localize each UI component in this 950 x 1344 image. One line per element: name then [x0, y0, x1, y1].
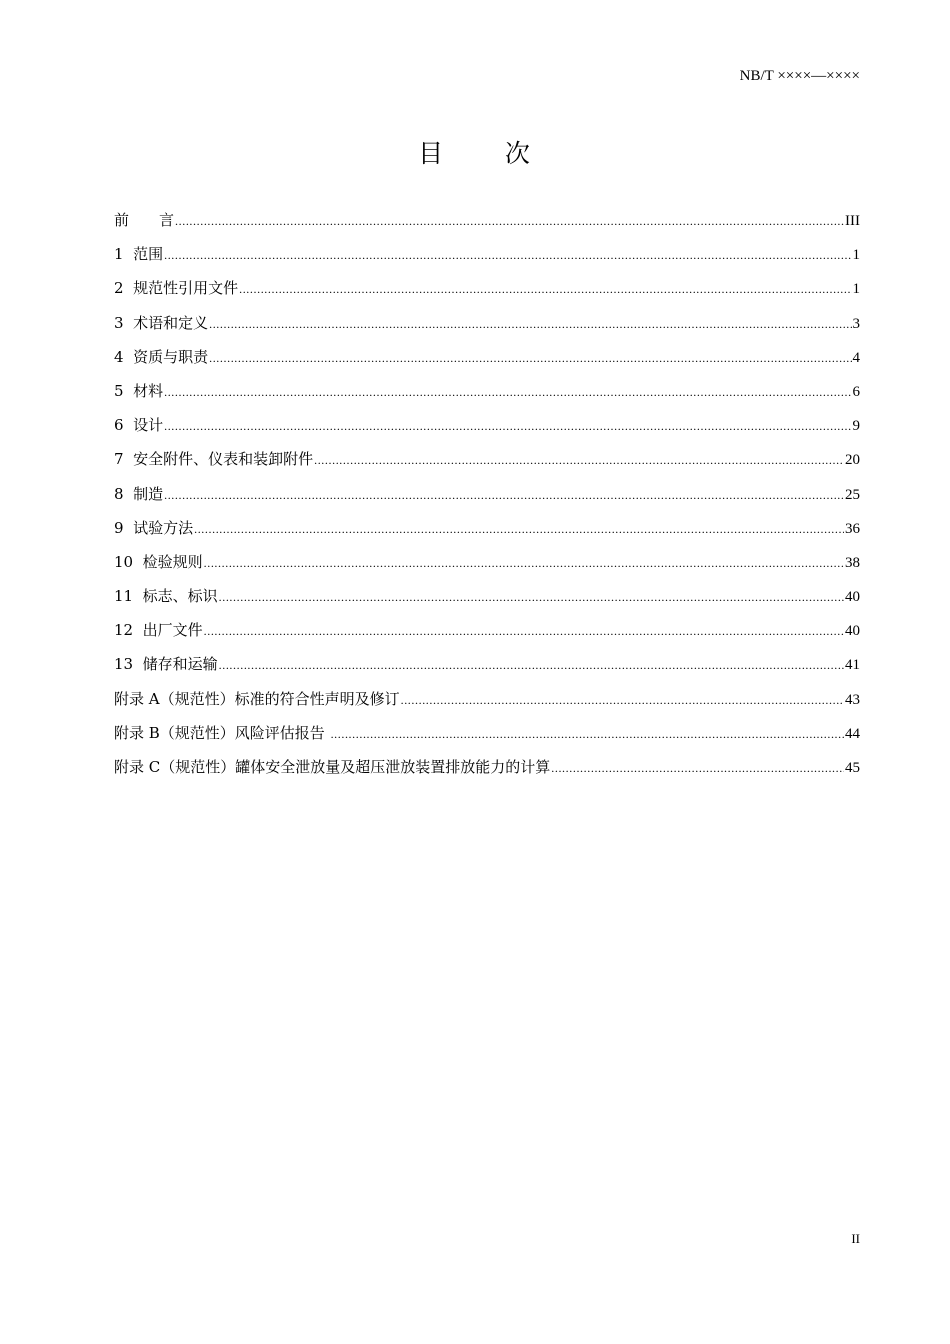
- toc-entry-page: 36: [845, 520, 860, 537]
- toc-entry-7[interactable]: [114, 448, 860, 482]
- toc-leader-dots: [204, 620, 844, 642]
- toc-entry-1[interactable]: [114, 243, 860, 277]
- toc-leader-dots: [204, 552, 844, 574]
- toc-entry-label: 附录 C（规范性）罐体安全泄放量及超压泄放装置排放能力的计算: [114, 758, 551, 776]
- toc-entry-page: 1: [852, 247, 860, 264]
- toc-entry-appendix-a[interactable]: [114, 688, 860, 722]
- toc-leader-dots: [239, 278, 851, 300]
- toc-entry-8[interactable]: [114, 483, 860, 517]
- page-number: II: [851, 1231, 860, 1246]
- toc-entry-page: 25: [845, 486, 860, 503]
- toc-entry-page: III: [845, 213, 860, 229]
- toc-entry-12[interactable]: [114, 619, 860, 653]
- toc-entry-label: 附录 B（规范性）风险评估报告: [114, 723, 330, 742]
- toc-entry-label: 前 言: [114, 211, 175, 229]
- toc-entry-page: 3: [852, 315, 860, 332]
- toc-entry-13[interactable]: [114, 653, 860, 687]
- toc-entry-foreword[interactable]: [114, 209, 860, 243]
- toc-entry-page: 38: [845, 554, 860, 571]
- toc-entry-page: 40: [845, 589, 860, 606]
- toc-entry-label: 10 检验规则: [114, 552, 203, 571]
- toc-leader-dots: [331, 723, 844, 745]
- toc-leader-dots: [551, 757, 844, 779]
- toc-leader-dots: [209, 347, 851, 369]
- toc-entry-4[interactable]: [114, 346, 860, 380]
- toc-leader-dots: [164, 484, 844, 506]
- toc-leader-dots: [209, 313, 851, 335]
- table-of-contents: [114, 209, 860, 790]
- toc-leader-dots: [164, 244, 851, 266]
- toc-entry-label: 6 设计: [114, 416, 164, 435]
- toc-leader-dots: [175, 210, 844, 232]
- toc-entry-label: 9 试验方法: [114, 518, 194, 537]
- toc-entry-label: 附录 A（规范性）标准的符合性声明及修订: [114, 689, 400, 708]
- toc-title: 目 次: [418, 139, 532, 168]
- toc-leader-dots: [219, 654, 844, 676]
- toc-entry-page: 41: [845, 657, 860, 674]
- toc-entry-6[interactable]: [114, 414, 860, 448]
- toc-entry-page: 6: [852, 383, 860, 400]
- toc-entry-3[interactable]: [114, 312, 860, 346]
- toc-entry-appendix-c[interactable]: [114, 756, 860, 790]
- toc-leader-dots: [164, 415, 851, 437]
- toc-entry-label: 4 资质与职责: [114, 347, 209, 366]
- toc-entry-label: 8 制造: [114, 484, 164, 503]
- document-code: NB/T ××××—××××: [739, 68, 860, 84]
- toc-entry-2[interactable]: [114, 277, 860, 311]
- toc-leader-dots: [401, 689, 844, 711]
- toc-entry-5[interactable]: [114, 380, 860, 414]
- toc-entry-10[interactable]: [114, 551, 860, 585]
- toc-entry-page: 4: [852, 349, 860, 366]
- toc-entry-label: 13 储存和运输: [114, 655, 218, 674]
- toc-entry-appendix-b[interactable]: [114, 722, 860, 756]
- toc-entry-page: 9: [852, 418, 860, 435]
- toc-leader-dots: [219, 586, 844, 608]
- toc-entry-label: 2 规范性引用文件: [114, 279, 239, 298]
- toc-entry-page: 44: [845, 725, 860, 742]
- toc-entry-page: 40: [845, 623, 860, 640]
- toc-entry-9[interactable]: [114, 517, 860, 551]
- toc-leader-dots: [194, 518, 844, 540]
- toc-leader-dots: [164, 381, 851, 403]
- toc-entry-page: 43: [845, 691, 860, 708]
- toc-entry-label: 11 标志、标识: [114, 587, 218, 606]
- toc-entry-page: 1: [852, 281, 860, 298]
- toc-entry-label: 7 安全附件、仪表和装卸附件: [114, 450, 314, 469]
- toc-entry-label: 5 材料: [114, 381, 164, 400]
- toc-entry-11[interactable]: [114, 585, 860, 619]
- toc-entry-label: 1 范围: [114, 245, 164, 264]
- toc-entry-page: 45: [845, 760, 860, 776]
- toc-leader-dots: [314, 449, 844, 471]
- toc-entry-label: 3 术语和定义: [114, 313, 209, 332]
- toc-entry-page: 20: [845, 452, 860, 469]
- toc-entry-label: 12 出厂文件: [114, 621, 203, 640]
